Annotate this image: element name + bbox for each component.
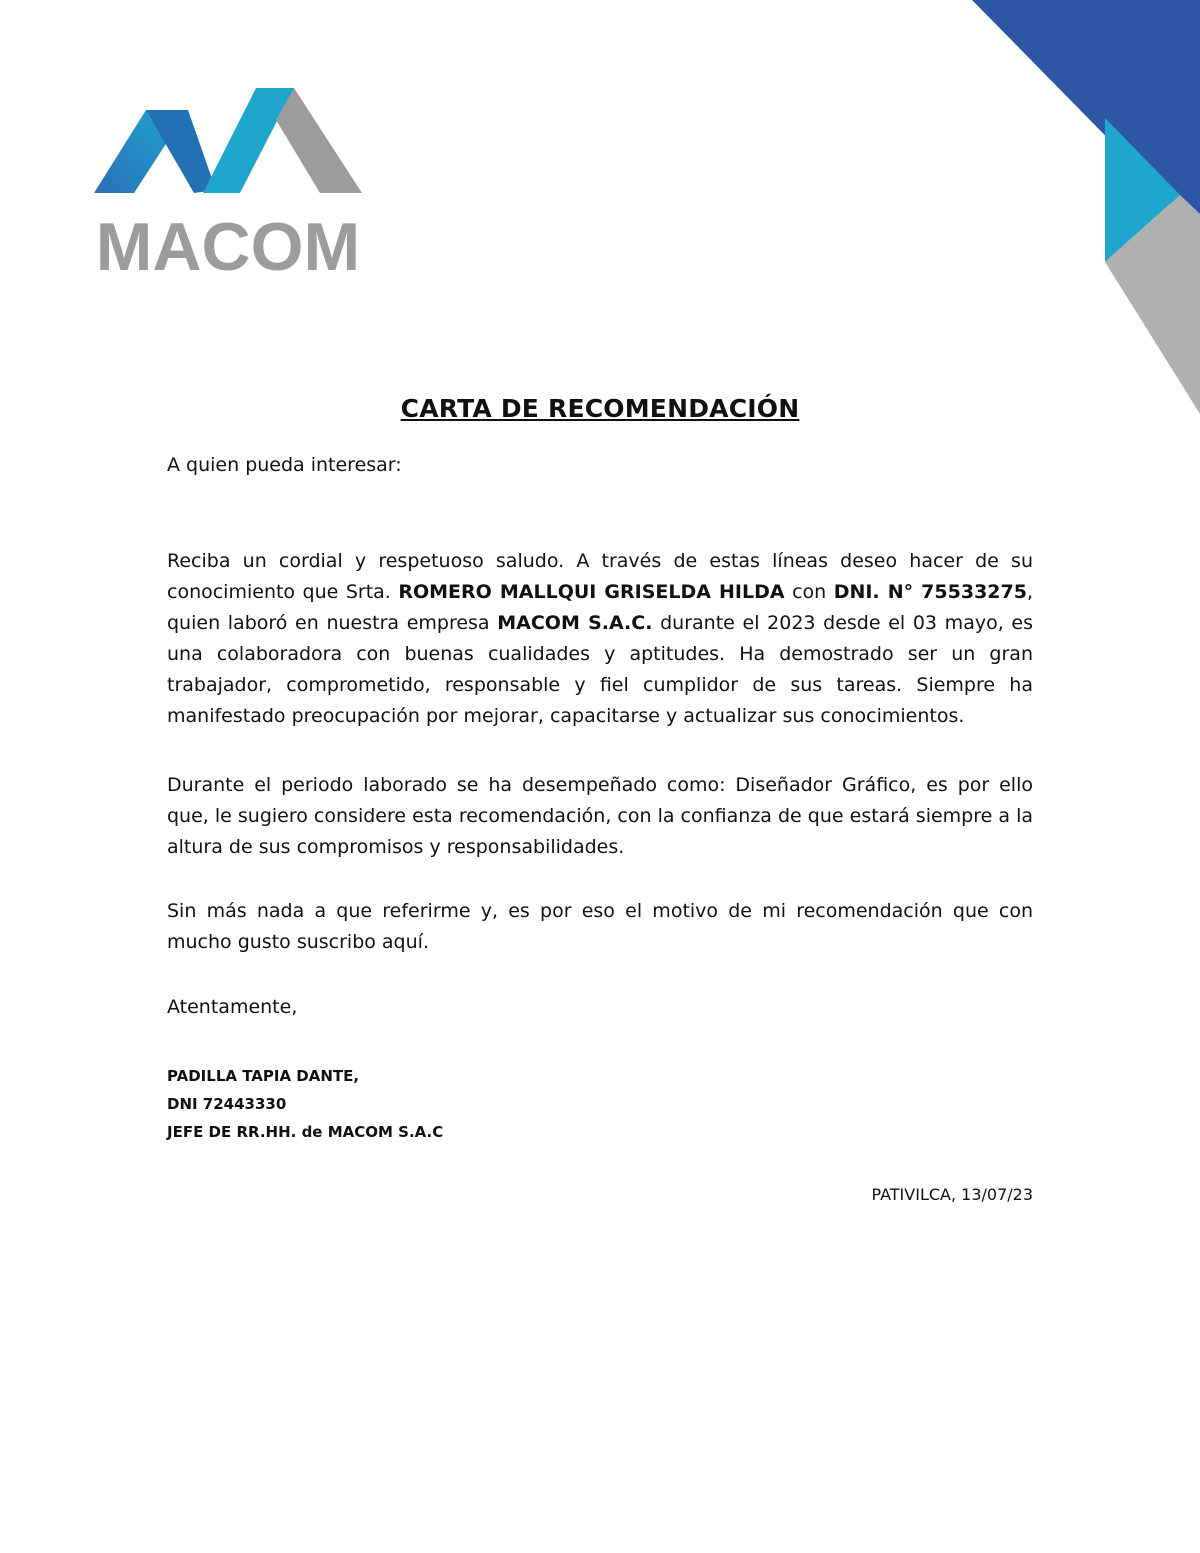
paragraph-intro: [167, 546, 1033, 732]
signer-name: PADILLA TAPIA DANTE,: [167, 1067, 360, 1085]
intro-text-1: Reciba un cordial y respetuoso saludo. A través de estas líneas deseo hacer de su conocimiento que Srta.: [167, 550, 1033, 603]
signer-role: JEFE DE RR.HH. de MACOM S.A.C: [167, 1123, 444, 1141]
company-name: MACOM S.A.C.: [497, 612, 653, 634]
place-date: PATIVILCA, 13/07/23: [871, 1185, 1033, 1204]
intro-text-3: , quien laboró en nuestra empresa: [167, 581, 1033, 634]
logo-mark: [88, 80, 368, 280]
paragraph-closing: Sin más nada a que referirme y, es por eso el motivo de mi recomendación que con mucho gusto suscribo aquí.: [167, 900, 1033, 953]
intro-text-4: durante el 2023 desde el 03 mayo, es una colaboradora con buenas cualidades y aptitudes. Ha demostrado ser un gran trabajador, comprometido, responsable y fiel cumplidor de sus tareas. Siempre ha manifestado preocupación por mejorar, capacitarse y actualizar sus conocimientos.: [167, 612, 1033, 727]
paragraph-role: Durante el periodo laborado se ha desempeñado como: Diseñador Gráfico, es por ello que, le sugiero considere esta recomendación, con la confianza de que estará siempre a la altura de sus compromisos y responsabilidades.: [167, 774, 1033, 858]
employee-name: ROMERO MALLQUI GRISELDA HILDA: [398, 581, 785, 603]
macom-logo: [88, 80, 368, 280]
corner-decoration: [880, 0, 1200, 420]
closing-salutation: Atentamente,: [167, 996, 298, 1018]
letter-title: CARTA DE RECOMENDACIÓN: [400, 394, 800, 423]
employee-dni: DNI. N° 75533275: [833, 581, 1027, 603]
greeting: A quien pueda interesar:: [167, 454, 402, 476]
signer-dni: DNI 72443330: [167, 1095, 287, 1113]
intro-text-2: con: [784, 581, 834, 603]
logo-wordmark: MACOM: [95, 209, 361, 280]
